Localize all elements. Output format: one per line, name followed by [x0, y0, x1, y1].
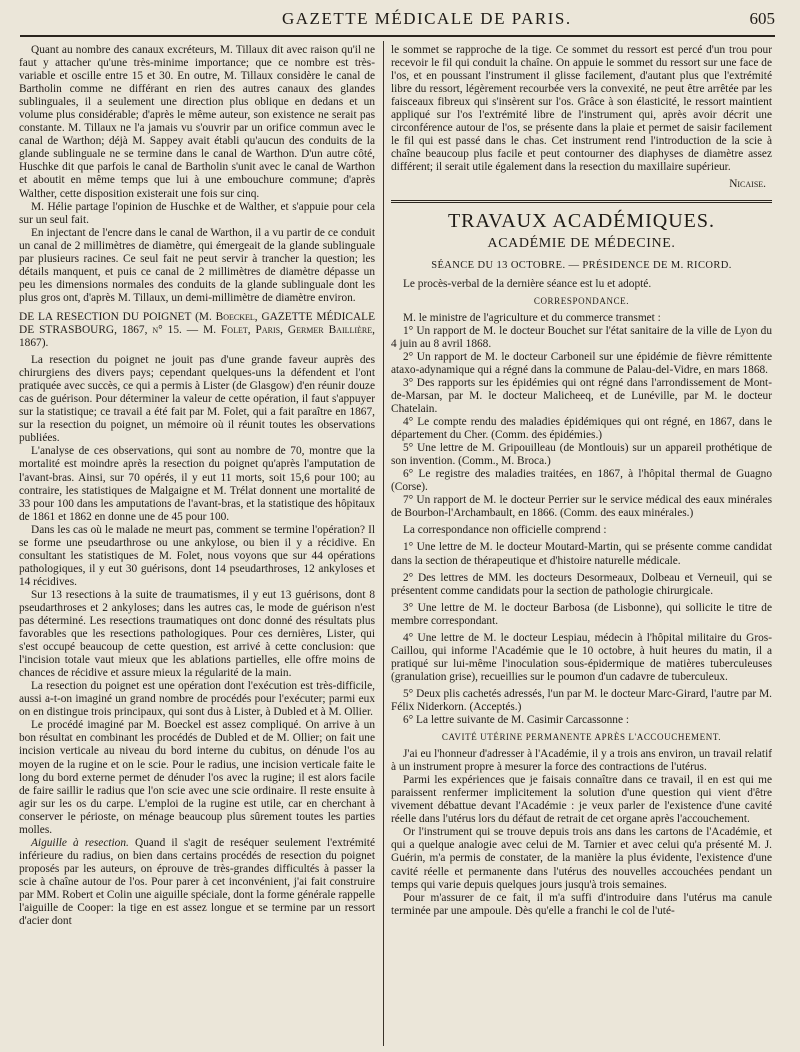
- paragraph: Or l'instrument qui se trouve depuis trois ans dans les cartons de l'Académie, et qui a quelque analogie avec celui de M. Tarnier et avec celui qu'a présenté M. J. Guérin, m'a permis de constater, de la manière la plus évidente, l'existence d'une cavité réelle et permanente dans l'utérus des nouvelles accouchées pendant un temps qui varie depuis quelques jours jusqu'à trois semaines.: [391, 826, 772, 891]
- list-item: 1° Un rapport de M. le docteur Bouchet sur l'état sanitaire de la ville de Lyon du 4 juin au 8 avril 1868.: [391, 324, 772, 350]
- right-column: [391, 44, 772, 1044]
- correspondence-heading: CORRESPONDANCE.: [533, 295, 630, 306]
- paragraph: L'analyse de ces observations, qui sont au nombre de 70, montre que la mortalité est moindre après la resection du poignet qu'après l'amputation de l'avant-bras. Ainsi, sur 70 opérés, il y eut 11 morts, soit 15,6 pour 100; au contraire, les statistiques de Malgaigne et M. Trélat donnent une mortalité de 33 pour 100 dans les amputations de l'avant-bras, et la statistique des hôpitaux de 1861 et 1862 en donne une de 45 pour 100.: [19, 445, 375, 523]
- list-item: 1° Une lettre de M. le docteur Moutard-Martin, qui se présente comme candidat dans la section de thérapeutique et d'histoire naturelle médicale.: [391, 541, 772, 567]
- section-divider: [391, 200, 772, 203]
- paragraph: J'ai eu l'honneur d'adresser à l'Académie, il y a trois ans environ, un travail relatif à un instrument propre à mesurer la force des contractions de l'utérus.: [391, 748, 772, 774]
- list-item: 4° Le compte rendu des maladies épidémiques qui ont régné, en 1867, dans le département du Cher. (Comm. des épidémies.): [391, 416, 772, 442]
- list-item: 3° Des rapports sur les épidémies qui ont régné dans l'arrondissement de Mont-de-Marsan, par M. le docteur Malicheeq, et de Lunéville, par M. le docteur Chatelain.: [391, 376, 772, 415]
- paragraph: Le procès-verbal de la dernière séance est lu et adopté.: [403, 277, 652, 290]
- paragraph-text: Quand il s'agit de reséquer seulement l'extrémité inférieure du radius, on bien dans certains procédés de resection du poignet proposés par les auteurs, on éprouve de très-grandes difficultés à passer la scie à chaîne autour de l'os. Pour parer à cet inconvénient, j'ai fait construire par MM. Robert et Colin une aiguille spéciale, dont la forme générale rappelle l'aiguille de Cooper: la tige en est assez longue et se termine par un ressort d'acier dont: [19, 836, 375, 928]
- list-item: 5° Une lettre de M. Gripouilleau (de Montlouis) sur un appareil prothétique de son invention. (Comm., M. Broca.): [391, 442, 772, 468]
- list-item: 6° La lettre suivante de M. Casimir Carcassonne :: [403, 714, 629, 727]
- list-item: 2° Des lettres de MM. les docteurs Desormeaux, Dolbeau et Verneuil, qui se présentent comme candidats pour la section de pathologie chirurgicale.: [391, 571, 772, 597]
- paragraph: le sommet se rapproche de la tige. Ce sommet du ressort est percé d'un trou pour recevoir le fil qui conduit la chaîne. On appuie le sommet du ressort sur une face de l'os, et en poussant l'instrument il glisse facilement, d'autant plus que l'extrémité libre du ressort, légèrement recourbée vers la convexité, ne peut être arrêtée par les faisceaux fibreux qui s'insèrent sur l'os. Grâce à son élasticité, le ressort maintient appliqué sur l'os l'extrémité libre de l'instrument qui, après avoir décrit une circonférence autour de l'os, se présente dans la plaie et permet de saisir facilement le fil qui est passé dans le chas. Cet instrument rend l'introduction de la scie à chaîne beaucoup plus facile et peut contourner des diaphyses de diamètre assez différent; il serait utile également dans la resection du maxillaire supérieur.: [391, 44, 772, 174]
- paragraph: La resection du poignet est une opération dont l'exécution est très-difficile, aussi a-t-on imaginé un grand nombre de procédés pour l'exécuter; parmi eux on en distingue trois principaux, qui sont dus à Lister, à Dubled et à M. Ollier.: [19, 680, 375, 719]
- left-column: [19, 44, 375, 1044]
- paragraph: Parmi les expériences que je faisais connaître dans ce travail, il en est qui me paraissent renfermer implicitement la solution d'une question qui vient d'être vivement débattue devant l'Académie : je veux parler de l'existence d'une cavité réelle dans l'utérus lors du défaut de retrait de cet organe après l'accouchement.: [391, 774, 772, 826]
- paragraph: [19, 837, 375, 928]
- paragraph: La resection du poignet ne jouit pas d'une grande faveur auprès des chirurgiens des divers pays; cependant quelques-uns la défendent et l'ont pratiquée avec succès, ce qui a permis à Lister (de Glasgow) d'en réunir douze cas de guérison. Pour déterminer la valeur de cette opération, il faut s'appuyer sur la statistique; ce travail a été fait par M. Folet, qui a fait paraître en 1867, sur la resection du poignet, un mémoire où il réunit toutes les observations publiées.: [19, 354, 375, 445]
- column-divider: [383, 41, 384, 1046]
- section-title: TRAVAUX ACADÉMIQUES.: [447, 209, 716, 232]
- header-rule: [20, 35, 775, 37]
- paragraph: M. Hélie partage l'opinion de Huschke et de Walther, et s'appuie pour cela sur un seul fait.: [19, 200, 375, 226]
- article-reference-heading: DE LA RESECTION DU POIGNET (M. Boeckel, GAZETTE MÉDICALE DE STRASBOURG, 1867, n° 15. — M. Folet, Paris, Germer Baillière, 1867).: [19, 310, 375, 350]
- list-item: 5° Deux plis cachetés adressés, l'un par M. le docteur Marc-Girard, l'autre par M. Félix Niderkorn. (Acceptés.): [391, 687, 772, 713]
- page-number: 605: [749, 9, 775, 28]
- paragraph: Sur 13 resections à la suite de traumatismes, il y eut 13 guérisons, dont 8 pseudarthroses et 2 ankyloses; dans les autres cas, le mode de guérison n'est pas déterminé. Les resections traumatiques ont donc donné des résultats plus favorables que les resections pathologiques. Pour ces dernières, Lister, qui s'est occupé beaucoup de cette question, est arrivé à cette conclusion: que l'incision totale vaut mieux que les ablations partielles, elle offre moins de chances de récidive et assure mieux la régularité de la main.: [19, 588, 375, 680]
- paragraph: M. le ministre de l'agriculture et du commerce transmet :: [403, 311, 661, 324]
- paragraph: Dans les cas où le malade ne meurt pas, comment se termine l'opération? Il se forme une pseudarthrose ou une ankylose, ou bien il y a récidive. En consultant les statistiques de M. Folet, nous voyons que sur 44 opérations pathologiques, il y eut 30 guérisons, dont 14 pseudarthroses, 12 ankyloses et 14 récidives.: [19, 523, 375, 588]
- list-item: 2° Un rapport de M. le docteur Carboneil sur une épidémie de fièvre rémittente ataxo-adynamique qui a régné dans la commune de Palau-del-Vidre, en mars 1868.: [391, 350, 772, 376]
- paragraph: En injectant de l'encre dans le canal de Warthon, il a vu partir de ce conduit un canal de 2 millimètres de diamètre, qui émergeait de la glande sublinguale par plusieurs racines. Ce seul fait ne peut servir à trancher la question; les détails manquent, et puis ce canal de 2 millimètres de diamètre dépasse un peu les dimensions normales des conduits de la glande sublinguale dont les plus gros ont, d'après M. Tillaux, un demi-millimètre de diamètre environ.: [19, 226, 375, 304]
- paragraph: Le procédé imaginé par M. Boeckel est assez compliqué. On arrive à un bon résultat en combinant les procédés de Dubled et de M. Ollier; on fait une incision verticale au niveau du bord interne du cubitus, on dénude l'os au moyen de la rugine et on le scie. Pour le radius, une incision verticale faite le long du bord externe permet de dénuder l'os avec la rugine; il est alors facile de faire saillir le radius que l'on scie avec une scie ordinaire. Il reste ensuite à agir sur les os du carpe. L'emploi de la rugine est utile, car en cherchant à conserver le périoste, on ménage beaucoup plus sûrement toutes les parties molles.: [19, 719, 375, 836]
- list-item: 7° Un rapport de M. le docteur Perrier sur le service médical des eaux minérales de Bourbon-l'Archambault, en 1866. (Comm. des eaux minérales.): [391, 494, 772, 520]
- paragraph: La correspondance non officielle comprend :: [403, 524, 607, 537]
- list-item: 6° Le registre des maladies traitées, en 1867, à l'hôpital thermal de Guagno (Corse).: [391, 468, 772, 494]
- session-heading: SÉANCE DU 13 OCTOBRE. — PRÉSIDENCE DE M. RICORD.: [431, 259, 732, 271]
- paragraph: Pour m'assurer de ce fait, il m'a suffi d'introduire dans l'utérus ma canule terminée par une ampoule. Dès qu'elle a franchi le col de l'uté-: [391, 891, 772, 917]
- journal-title: GAZETTE MÉDICALE DE PARIS.: [282, 9, 572, 28]
- italic-lead: Aiguille à resection.: [31, 836, 129, 849]
- page-header: [20, 9, 775, 33]
- author-signature: Nicaise.: [729, 178, 766, 191]
- list-item: 3° Une lettre de M. le docteur Barbosa (de Lisbonne), qui sollicite le titre de membre correspondant.: [391, 601, 772, 627]
- paragraph: Quant au nombre des canaux excréteurs, M. Tillaux dit avec raison qu'il ne faut y attacher qu'une très-minime importance; que ce nombre est très-variable et oscille entre 15 et 30. En outre, M. Tillaux considère le canal de Bartholin comme ne différant en rien des autres canaux des glandes sublinguales, il a seulement une direction plus oblique en dedans et un volume plus considérable; d'après le même auteur, son existence ne serait pas constante. M. Tillaux ne l'a jamais vu s'ouvrir par un orifice commun avec le canal de Warthon; déjà M. Sappey avait établi qu'aucun des conduits de la glande sublinguale ne se termine dans le canal de Warthon. D'un autre côté, Huschke dit que parfois le canal de Bartholin s'unit avec le canal de Warthon et aboutit en même temps que lui à une embouchure commune; d'après Walther, cette disposition existerait une fois sur cinq.: [19, 44, 375, 200]
- letter-heading: CAVITÉ UTÉRINE PERMANENTE APRÈS L'ACCOUCHEMENT.: [441, 732, 722, 743]
- list-item: 4° Une lettre de M. le docteur Lespiau, médecin à l'hôpital militaire du Gros-Caillou, qui informe l'Académie que le 10 octobre, à huit heures du matin, il a pratiqué sur lui-même l'inoculation sous-épidermique de matières tuberculeuses (granulation grise), recueillies sur le poumon d'un cadavre de tuberculeux.: [391, 631, 772, 683]
- academy-heading: ACADÉMIE DE MÉDECINE.: [487, 235, 676, 251]
